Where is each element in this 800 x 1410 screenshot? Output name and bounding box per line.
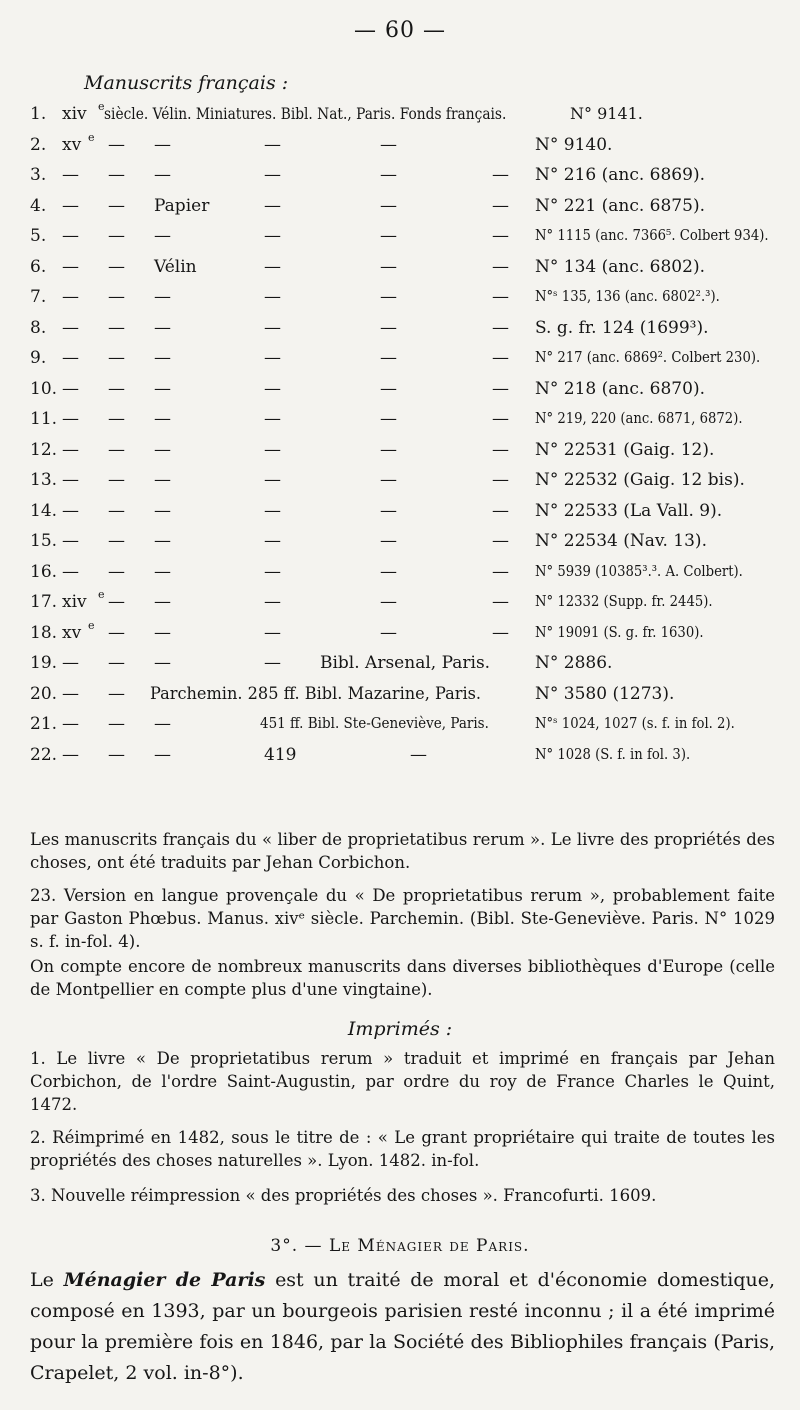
row-number: 5. [30, 226, 47, 246]
row-number: 6. [30, 256, 47, 277]
printed-item-2: 2. Réimprimé en 1482, sous le titre de : « Le grant propriétaire qui traite de toutes les propriétés des choses naturelles ». Lyon. 1482. in-fol. [30, 1128, 775, 1170]
ditto-mark: — [380, 378, 397, 399]
ditto-mark: — [492, 165, 509, 185]
row-number: 13. [30, 470, 58, 490]
ditto-mark: — [264, 256, 281, 277]
ditto-mark: — [154, 622, 171, 643]
row-reference: N°ˢ 135, 136 (anc. 6802².³). [535, 287, 720, 305]
row-number: 9. [30, 348, 47, 368]
ditto-mark: — [108, 256, 125, 277]
ditto-mark: — [264, 531, 281, 551]
century-superscript: e [98, 100, 105, 113]
ditto-mark: — [108, 348, 125, 368]
row-number: 12. [30, 439, 58, 460]
manuscript-row [30, 287, 790, 317]
row-number: 17. [30, 592, 58, 612]
manuscript-row [30, 130, 790, 165]
row-number: 20. [30, 683, 58, 704]
ditto-mark: — [108, 165, 125, 185]
row-number: 15. [30, 531, 58, 551]
ditto-mark: — [492, 348, 509, 368]
row-century: — [62, 561, 79, 582]
ditto-mark: — [380, 165, 397, 185]
ditto-mark: — [492, 561, 509, 582]
ditto-mark: — [264, 165, 281, 185]
row-reference: N° 22531 (Gaig. 12). [535, 439, 715, 460]
ditto-mark: — [108, 744, 125, 765]
ditto-mark: — [264, 317, 281, 338]
row-number: 11. [30, 409, 58, 429]
manuscript-row [30, 348, 790, 378]
row-century: — [62, 317, 79, 338]
row-number: 18. [30, 622, 58, 643]
ditto-mark: — [492, 226, 509, 246]
row-reference: N° 1028 (S. f. in fol. 3). [535, 744, 691, 763]
manuscript-row [30, 257, 790, 287]
ditto-mark: — [154, 409, 171, 429]
ditto-mark: — [154, 378, 171, 399]
row-number: 4. [30, 195, 47, 216]
row-century: — [62, 287, 79, 307]
ditto-mark: — [154, 531, 171, 551]
ditto-mark: — [380, 531, 397, 551]
row-reference: N° 217 (anc. 6869². Colbert 230). [535, 348, 761, 366]
ditto-mark: — [154, 500, 171, 521]
ditto-mark: — [492, 409, 509, 429]
manuscripts-heading: Manuscrits français : [84, 72, 289, 94]
ditto-mark: — [380, 348, 397, 368]
row-reference: N° 5939 (10385³.³. A. Colbert). [535, 561, 743, 580]
row-material: Vélin [154, 256, 197, 277]
row-century: xiv [62, 592, 87, 612]
ditto-mark: — [154, 561, 171, 582]
manuscript-row [30, 318, 790, 348]
row-reference: N°ˢ 1024, 1027 (s. f. in fol. 2). [535, 714, 735, 732]
ditto-mark: — [108, 287, 125, 307]
ditto-mark: — [380, 195, 397, 216]
printed-heading: Imprimés : [347, 1018, 453, 1040]
section-name: Le Ménagier de Paris. [328, 1236, 530, 1256]
ditto-mark: — [380, 256, 397, 277]
row-century: xv [62, 622, 82, 643]
paragraph-item-23: 23. Version en langue provençale du « De proprietatibus rerum », probablement faite par Gaston Phœbus. Manus. xivᵉ siècle. Parchemin. (Bibl. Ste-Geneviève. Paris. N° 1029 s. f. in-fol. 4). [30, 886, 775, 951]
ditto-mark: — [108, 714, 125, 734]
row-century: xiv [62, 104, 87, 124]
ditto-mark: — [108, 134, 125, 155]
row-century: — [62, 378, 79, 399]
row-reference: N° 134 (anc. 6802). [535, 256, 705, 277]
ditto-mark: — [154, 714, 171, 734]
printed-item-1: 1. Le livre « De proprietatibus rerum » traduit et imprimé en français par Jehan Corbichon, de l'ordre Saint-Augustin, par ordre du roy de France Charles le Quint, 1472. [30, 1049, 775, 1114]
ditto-mark: — [264, 378, 281, 399]
ditto-mark: — [108, 409, 125, 429]
century-superscript: e [88, 130, 95, 144]
row-century: — [62, 683, 79, 704]
row-reference: N° 22534 (Nav. 13). [535, 531, 707, 551]
row-century: xv [62, 134, 82, 155]
row-century: — [62, 531, 79, 551]
section-title [0, 1236, 800, 1256]
row-century: — [62, 348, 79, 368]
ditto-mark: — [264, 561, 281, 582]
ditto-mark: — [154, 134, 171, 155]
ditto-mark: — [264, 653, 281, 673]
ditto-mark: — [492, 500, 509, 521]
row-number: 19. [30, 653, 58, 673]
ditto-mark: — [108, 683, 125, 704]
row-century: — [62, 256, 79, 277]
ditto-mark: — [108, 470, 125, 490]
manuscript-row [30, 531, 790, 561]
row-reference: N° 22532 (Gaig. 12 bis). [535, 470, 745, 490]
ditto-mark: — [264, 287, 281, 307]
ditto-mark: — [492, 317, 509, 338]
row-century: — [62, 744, 79, 765]
row-century: — [62, 714, 79, 734]
century-superscript: e [98, 588, 105, 601]
ditto-mark: — [154, 287, 171, 307]
manuscript-row [30, 379, 790, 409]
row-century: — [62, 165, 79, 185]
ditto-mark: — [264, 439, 281, 460]
manuscript-row [30, 165, 790, 195]
row-number: 2. [30, 134, 47, 155]
ditto-mark: — [492, 378, 509, 399]
ditto-mark: — [380, 134, 397, 155]
ditto-mark: — [108, 439, 125, 460]
paragraph-menagier [30, 1265, 775, 1389]
row-number: 8. [30, 317, 47, 338]
ditto-mark: — [264, 409, 281, 429]
ditto-mark: — [264, 195, 281, 216]
ditto-mark: — [108, 226, 125, 246]
row-number: 1. [30, 104, 47, 124]
row-reference: N° 19091 (S. g. fr. 1630). [535, 622, 704, 641]
ditto-mark: — [108, 653, 125, 673]
row-library: Bibl. Arsenal, Paris. [320, 653, 491, 673]
row-century: — [62, 439, 79, 460]
ditto-mark: — [492, 256, 509, 277]
row-reference: N° 9140. [535, 134, 613, 155]
ditto-mark: — [492, 439, 509, 460]
manuscript-row [30, 196, 790, 226]
ditto-mark: — [108, 592, 125, 612]
manuscript-row [30, 470, 790, 500]
manuscript-row [30, 562, 790, 592]
ditto-mark: — [380, 439, 397, 460]
menagier-lead: Le [30, 1269, 54, 1291]
ditto-mark: — [380, 287, 397, 307]
ditto-mark: — [380, 470, 397, 490]
row-number: 21. [30, 714, 58, 734]
row-description: siècle. Vélin. Miniatures. Bibl. Nat., Paris. Fonds français. [104, 104, 507, 123]
row-reference: N° 12332 (Supp. fr. 2445). [535, 592, 713, 610]
ditto-mark: — [108, 500, 125, 521]
menagier-title: Ménagier de Paris [63, 1269, 266, 1291]
row-reference: N° 2886. [535, 653, 613, 673]
ditto-mark: — [492, 622, 509, 643]
ditto-mark: — [154, 744, 171, 765]
ditto-mark: — [380, 561, 397, 582]
row-reference: N° 9141. [570, 104, 643, 123]
row-number: 16. [30, 561, 58, 582]
manuscript-row [30, 588, 790, 622]
row-reference: N° 216 (anc. 6869). [535, 165, 705, 185]
ditto-mark: — [380, 226, 397, 246]
ditto-mark: — [264, 134, 281, 155]
ditto-mark: — [154, 592, 171, 612]
row-century: — [62, 226, 79, 246]
ditto-mark: — [154, 439, 171, 460]
ditto-mark: — [108, 531, 125, 551]
manuscript-row [30, 226, 790, 256]
row-reference: N° 22533 (La Vall. 9). [535, 500, 723, 521]
row-century: — [62, 195, 79, 216]
manuscript-row [30, 501, 790, 531]
manuscript-row [30, 714, 790, 744]
menagier-body: est un traité de moral et d'économie domestique, composé en 1393, par un bourgeois parisien resté inconnu ; il a été imprimé pour la première fois en 1846, par la Société des Bibliophiles français (Paris, Crapelet, 2 vol. in-8°). [30, 1269, 775, 1384]
ditto-mark: — [264, 348, 281, 368]
manuscript-row [30, 100, 790, 134]
ditto-mark: — [492, 531, 509, 551]
row-number: 22. [30, 744, 58, 765]
ditto-mark: — [108, 378, 125, 399]
ditto-mark: — [154, 470, 171, 490]
row-library: 419 [264, 744, 297, 765]
ditto-mark: — [154, 165, 171, 185]
section-number: 3°. — [270, 1236, 323, 1256]
ditto-mark: — [154, 348, 171, 368]
ditto-mark: — [264, 226, 281, 246]
row-reference: N° 218 (anc. 6870). [535, 378, 705, 399]
ditto-mark: — [492, 470, 509, 490]
ditto-mark: — [108, 317, 125, 338]
paragraph-manuscripts-translation: Les manuscrits français du « liber de proprietatibus rerum ». Le livre des propriétés des choses, ont été traduits par Jehan Corbichon. [30, 830, 775, 872]
row-library: 451 ff. Bibl. Ste-Geneviève, Paris. [260, 714, 489, 732]
row-library: Parchemin. 285 ff. Bibl. Mazarine, Paris. [150, 683, 482, 704]
ditto-mark: — [380, 317, 397, 338]
ditto-mark: — [154, 653, 171, 673]
manuscript-row [30, 684, 790, 714]
row-century: — [62, 653, 79, 673]
ditto-mark: — [154, 226, 171, 246]
manuscript-row [30, 653, 790, 683]
row-number: 14. [30, 500, 58, 521]
ditto-mark: — [264, 592, 281, 612]
ditto-mark: — [108, 561, 125, 582]
ditto-mark: — [108, 622, 125, 643]
page-number: — 60 — [354, 18, 446, 43]
printed-item-3: 3. Nouvelle réimpression « des propriétés des choses ». Francofurti. 1609. [30, 1186, 657, 1205]
ditto-mark: — [492, 195, 509, 216]
row-number: 10. [30, 378, 58, 399]
ditto-mark: — [492, 592, 509, 612]
row-reference: N° 219, 220 (anc. 6871, 6872). [535, 409, 743, 427]
row-number: 3. [30, 165, 47, 185]
ditto-mark: — [380, 500, 397, 521]
ditto-mark: — [264, 470, 281, 490]
row-century: — [62, 409, 79, 429]
row-century: — [62, 500, 79, 521]
ditto-mark: — [380, 622, 397, 643]
paragraph-other-manuscripts: On compte encore de nombreux manuscrits dans diverses bibliothèques d'Europe (celle de Montpellier en compte plus d'une vingtaine). [30, 957, 775, 999]
row-century: — [62, 470, 79, 490]
ditto-mark: — [492, 287, 509, 307]
ditto-mark: — [108, 195, 125, 216]
ditto-mark: — [264, 500, 281, 521]
manuscript-row [30, 745, 790, 775]
ditto-mark: — [380, 592, 397, 612]
row-reference: N° 3580 (1273). [535, 683, 675, 704]
row-reference: N° 221 (anc. 6875). [535, 195, 705, 216]
century-superscript: e [88, 618, 95, 632]
ditto-mark: — [264, 622, 281, 643]
row-reference: S. g. fr. 124 (1699³). [535, 317, 709, 338]
row-reference: N° 1115 (anc. 7366⁵. Colbert 934). [535, 226, 769, 244]
manuscript-row [30, 618, 790, 653]
manuscript-row [30, 409, 790, 439]
row-number: 7. [30, 287, 47, 307]
ditto-mark: — [154, 317, 171, 338]
ditto-mark: — [380, 409, 397, 429]
row-material: Papier [154, 195, 210, 216]
ditto-mark: — [410, 744, 427, 765]
manuscript-row [30, 440, 790, 470]
